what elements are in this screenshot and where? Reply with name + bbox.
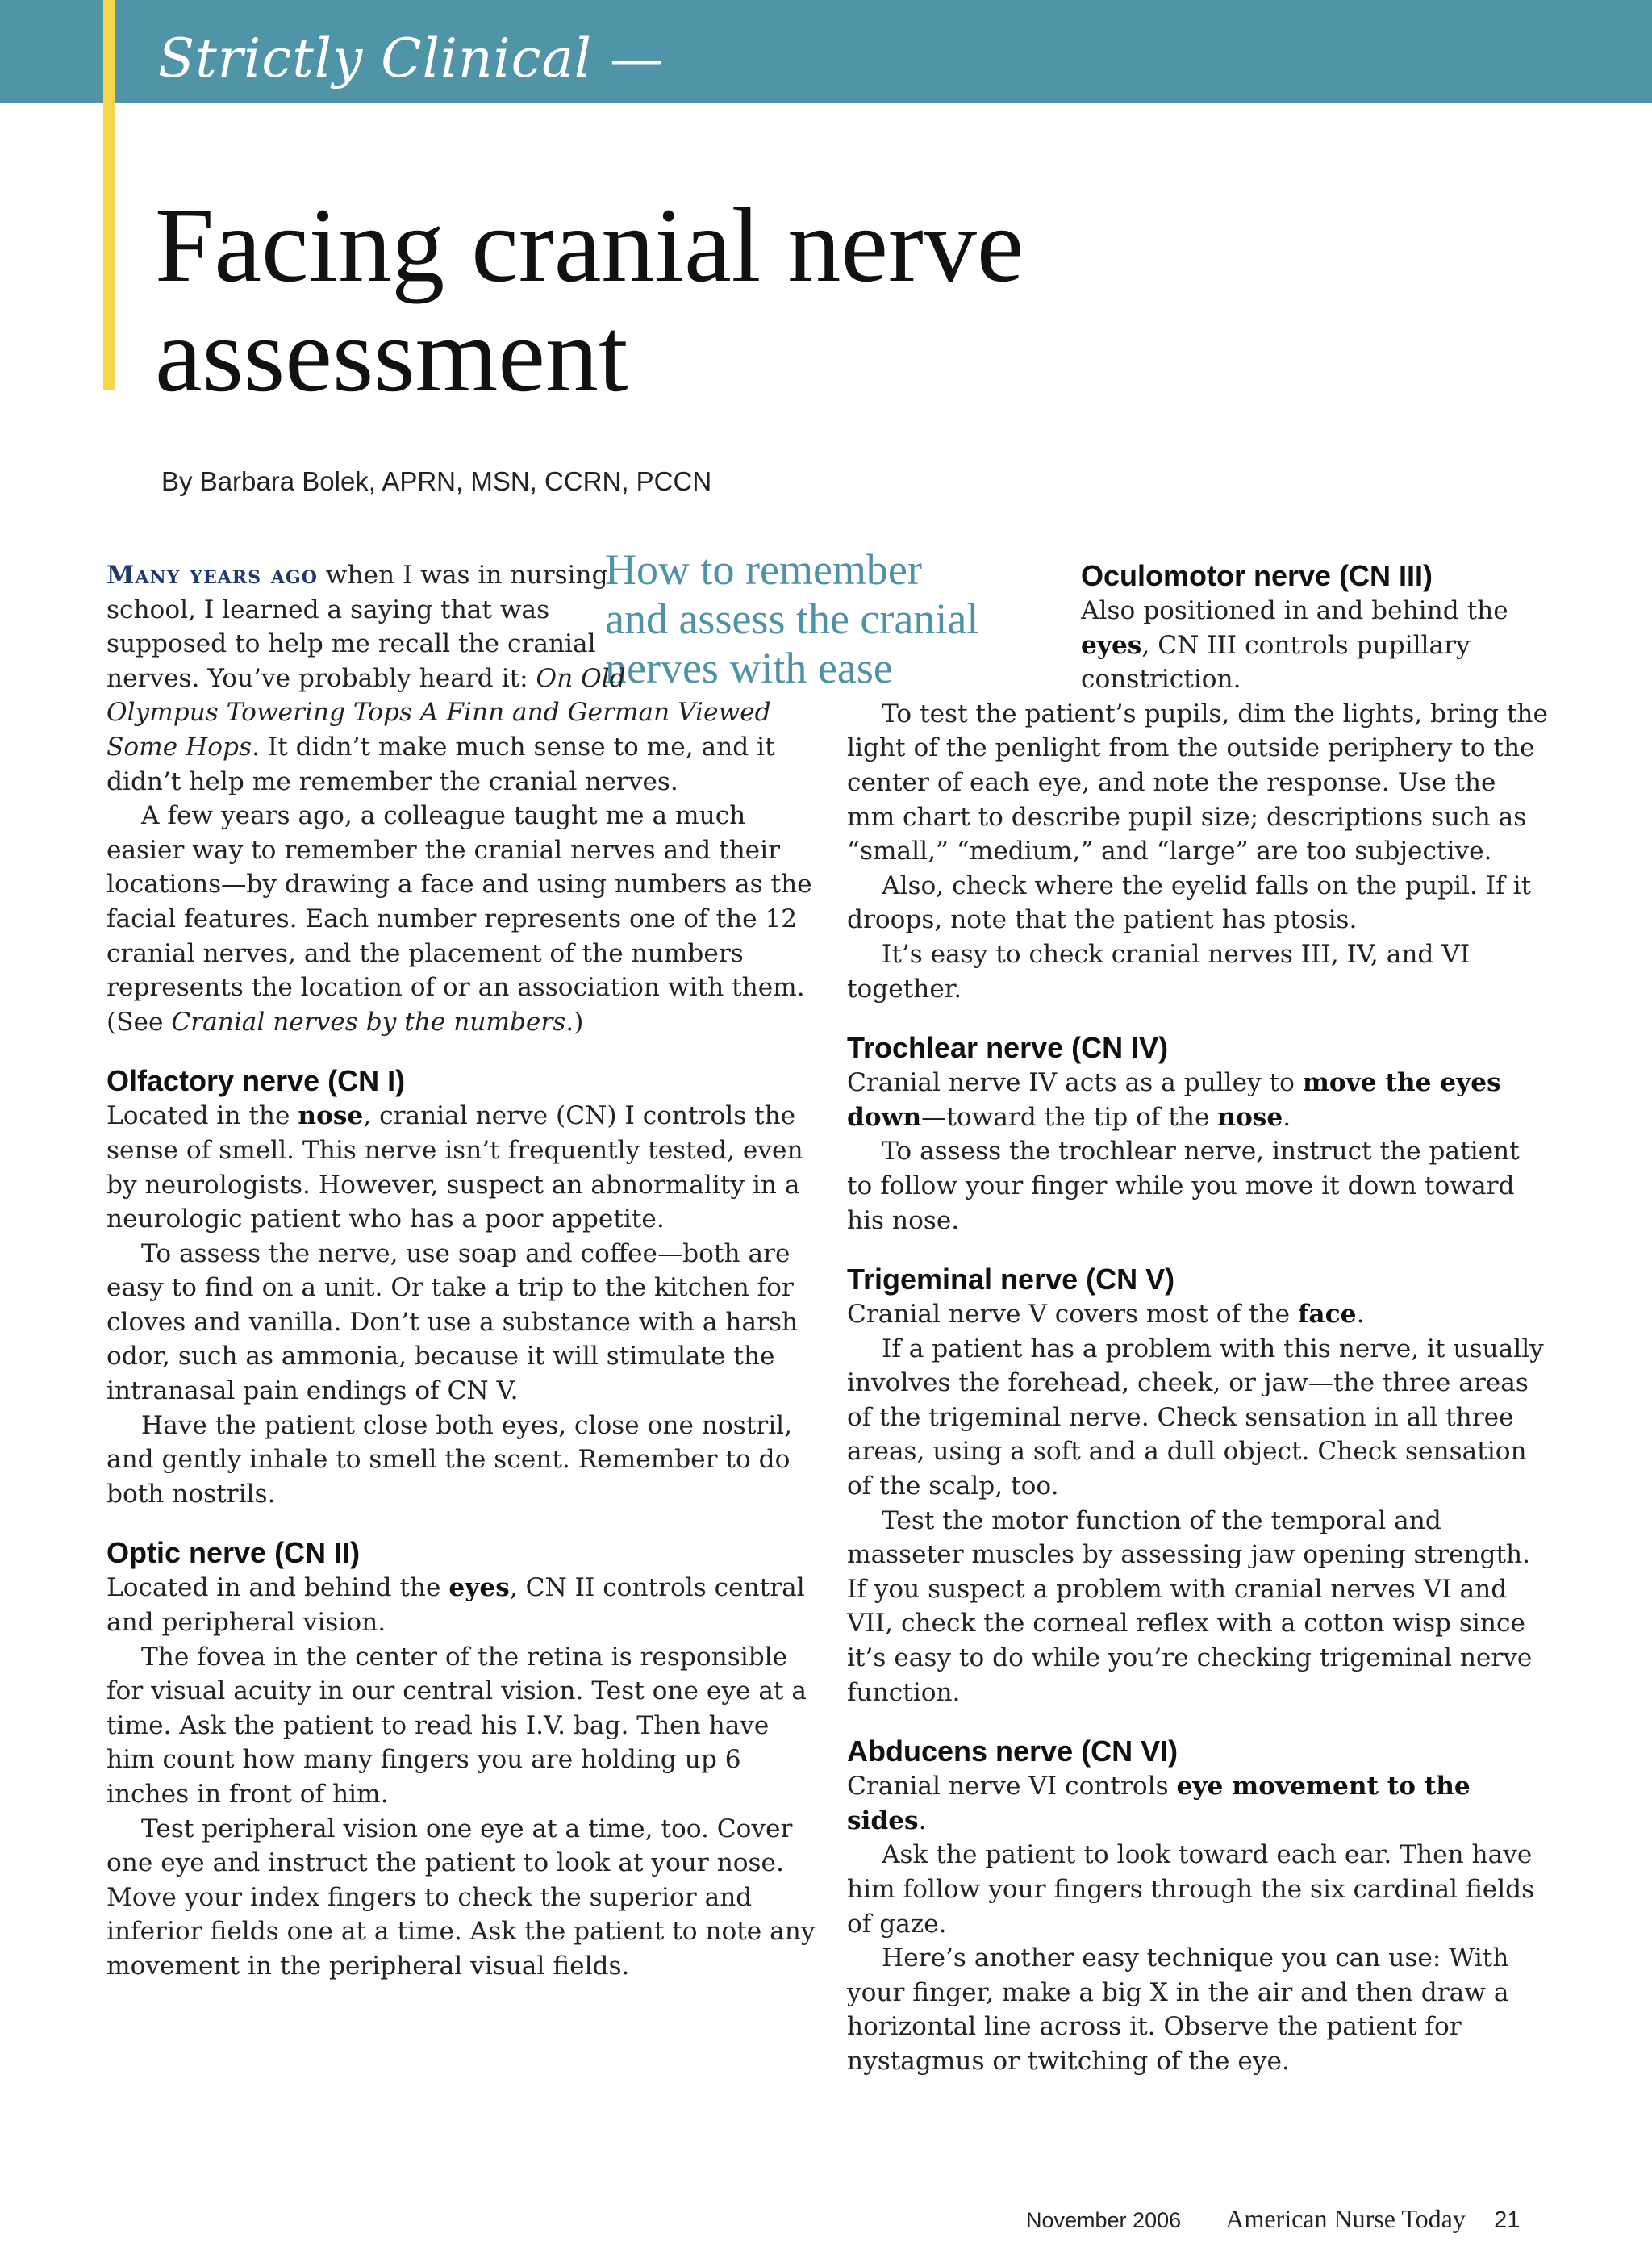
right-column-top: [1081, 558, 1549, 697]
pullquote-line-2: and assess the cranial: [605, 595, 979, 643]
title-line-1: Facing cranial nerve: [155, 186, 1024, 304]
trigeminal-paragraph-1: Cranial nerve V covers most of the face.: [847, 1300, 1365, 1330]
section-banner: [0, 0, 1652, 103]
issue-date: November 2006: [1026, 2208, 1182, 2232]
heading-olfactory: Olfactory nerve (CN I): [106, 1064, 406, 1098]
heading-trochlear: Trochlear nerve (CN IV): [847, 1031, 1169, 1065]
lead-in: Many years ago: [106, 561, 318, 590]
heading-abducens: Abducens nerve (CN VI): [847, 1735, 1179, 1768]
heading-trigeminal: Trigeminal nerve (CN V): [847, 1263, 1175, 1296]
accent-bar: [103, 0, 115, 390]
abducens-paragraph-1: Cranial nerve VI controls eye movement to the sides.: [847, 1772, 1471, 1835]
title-line-2: assessment: [155, 295, 628, 414]
pullquote-gap: [631, 558, 816, 695]
olfactory-paragraph-3: Have the patient close both eyes, close one nostril, and gently inhale to smell the scent. Remember to do both nostrils.: [106, 1410, 793, 1509]
olfactory-paragraph-2: To assess the nerve, use soap and coffee—both are easy to find on a unit. Or take a trip to the kitchen for cloves and vanilla. Don’t use a substance with a harsh odor, such as ammonia, because it will stimulate the intranasal pain endings of CN V.: [106, 1238, 799, 1406]
magazine-name: American Nurse Today: [1225, 2204, 1466, 2233]
article-title: [155, 186, 1365, 414]
section-label: Strictly Clinical —: [158, 27, 664, 90]
byline: By Barbara Bolek, APRN, MSN, CCRN, PCCN: [161, 466, 712, 496]
page-footer: [1026, 2204, 1520, 2234]
optic-paragraph-2: The fovea in the center of the retina is responsible for visual acuity in our central vision. Test one eye at a time. Ask the patient to read his I.V. bag. Then have him count how many fingers you are holding up 6 inches in front of him.: [106, 1642, 807, 1809]
page-number: 21: [1494, 2207, 1521, 2233]
mnemonic: On Old Olympus Towering Tops A Finn and German Viewed Some Hops: [106, 663, 771, 762]
intro-paragraph-1: Many years ago when I was in nursing school, I learned a saying that was supposed to help me recall the cranial nerves. You’ve probably heard it: On Old Olympus Towering Tops A Finn and German Viewed Some Hops. It didn’t make much sense to me, and it didn’t help me remember the cranial nerves.: [106, 561, 775, 796]
sidebar-reference: Cranial nerves by the numbers: [171, 1007, 566, 1037]
trochlear-paragraph-2: To assess the trochlear nerve, instruct the patient to follow your finger while you move it down toward his nose.: [847, 1137, 1520, 1235]
oculomotor-paragraph-4: It’s easy to check cranial nerves III, IV, and VI together.: [847, 939, 1471, 1004]
abducens-paragraph-2: Ask the patient to look toward each ear. Then have him follow your fingers through the six cardinal fields of gaze.: [847, 1840, 1535, 1939]
right-column: [847, 558, 1549, 2079]
trochlear-paragraph-1: Cranial nerve IV acts as a pulley to move the eyes down—toward the tip of the nose.: [847, 1068, 1501, 1132]
abducens-paragraph-3: Here’s another easy technique you can use: With your finger, make a big X in the air and then draw a horizontal line across it. Observe the patient for nystagmus or twitching of the eye.: [847, 1943, 1509, 2076]
optic-paragraph-1: Located in and behind the eyes, CN II controls central and peripheral vision.: [106, 1573, 805, 1638]
pullquote-line-3: nerves with ease: [605, 644, 893, 692]
intro-paragraph-2: A few years ago, a colleague taught me a much easier way to remember the cranial nerves and their locations—by drawing a face and using numbers as the facial features. Each number represents one of the 12 cranial nerves, and the placement of the numbers represents the location of or an association with them. (See Cranial nerves by the numbers.): [106, 801, 812, 1037]
trigeminal-paragraph-3: Test the motor function of the temporal and masseter muscles by assessing jaw opening strength. If you suspect a problem with cranial nerves VI and VII, check the corneal reflex with a cotton wisp since it’s easy to do while you’re checking trigeminal nerve function.: [847, 1505, 1533, 1707]
oculomotor-paragraph-3: Also, check where the eyelid falls on the pupil. If it droops, note that the patient has ptosis.: [847, 870, 1532, 935]
trigeminal-paragraph-2: If a patient has a problem with this nerve, it usually involves the forehead, cheek, or jaw—the three areas of the trigeminal nerve. Check sensation in all three areas, using a soft and a dull object. Check sensation of the scalp, too.: [847, 1334, 1544, 1501]
left-column: [106, 558, 816, 1984]
heading-optic: Optic nerve (CN II): [106, 1536, 361, 1570]
optic-paragraph-3: Test peripheral vision one eye at a time, too. Cover one eye and instruct the patient to look at your nose. Move your index fingers to check the superior and inferior fields one at a time. Ask the patient to note any movement in the peripheral visual fields.: [106, 1814, 816, 1981]
heading-oculomotor: Oculomotor nerve (CN III): [1081, 559, 1433, 592]
pullquote-line-1: How to remember: [605, 545, 922, 594]
oculomotor-paragraph-2: To test the patient’s pupils, dim the lights, bring the light of the penlight from the outside periphery to the center of each eye, and note the response. Use the mm chart to describe pupil size; descriptions such as “small,” “medium,” and “large” are too subjective.: [847, 699, 1548, 866]
oculomotor-paragraph-1: Also positioned in and behind the eyes, CN III controls pupillary constriction.: [1081, 596, 1508, 695]
olfactory-paragraph-1: Located in the nose, cranial nerve (CN) I controls the sense of smell. This nerve isn’t frequently tested, even by neurologists. However, suspect an abnormality in a neurologic patient who has a poor appetite.: [106, 1101, 803, 1234]
